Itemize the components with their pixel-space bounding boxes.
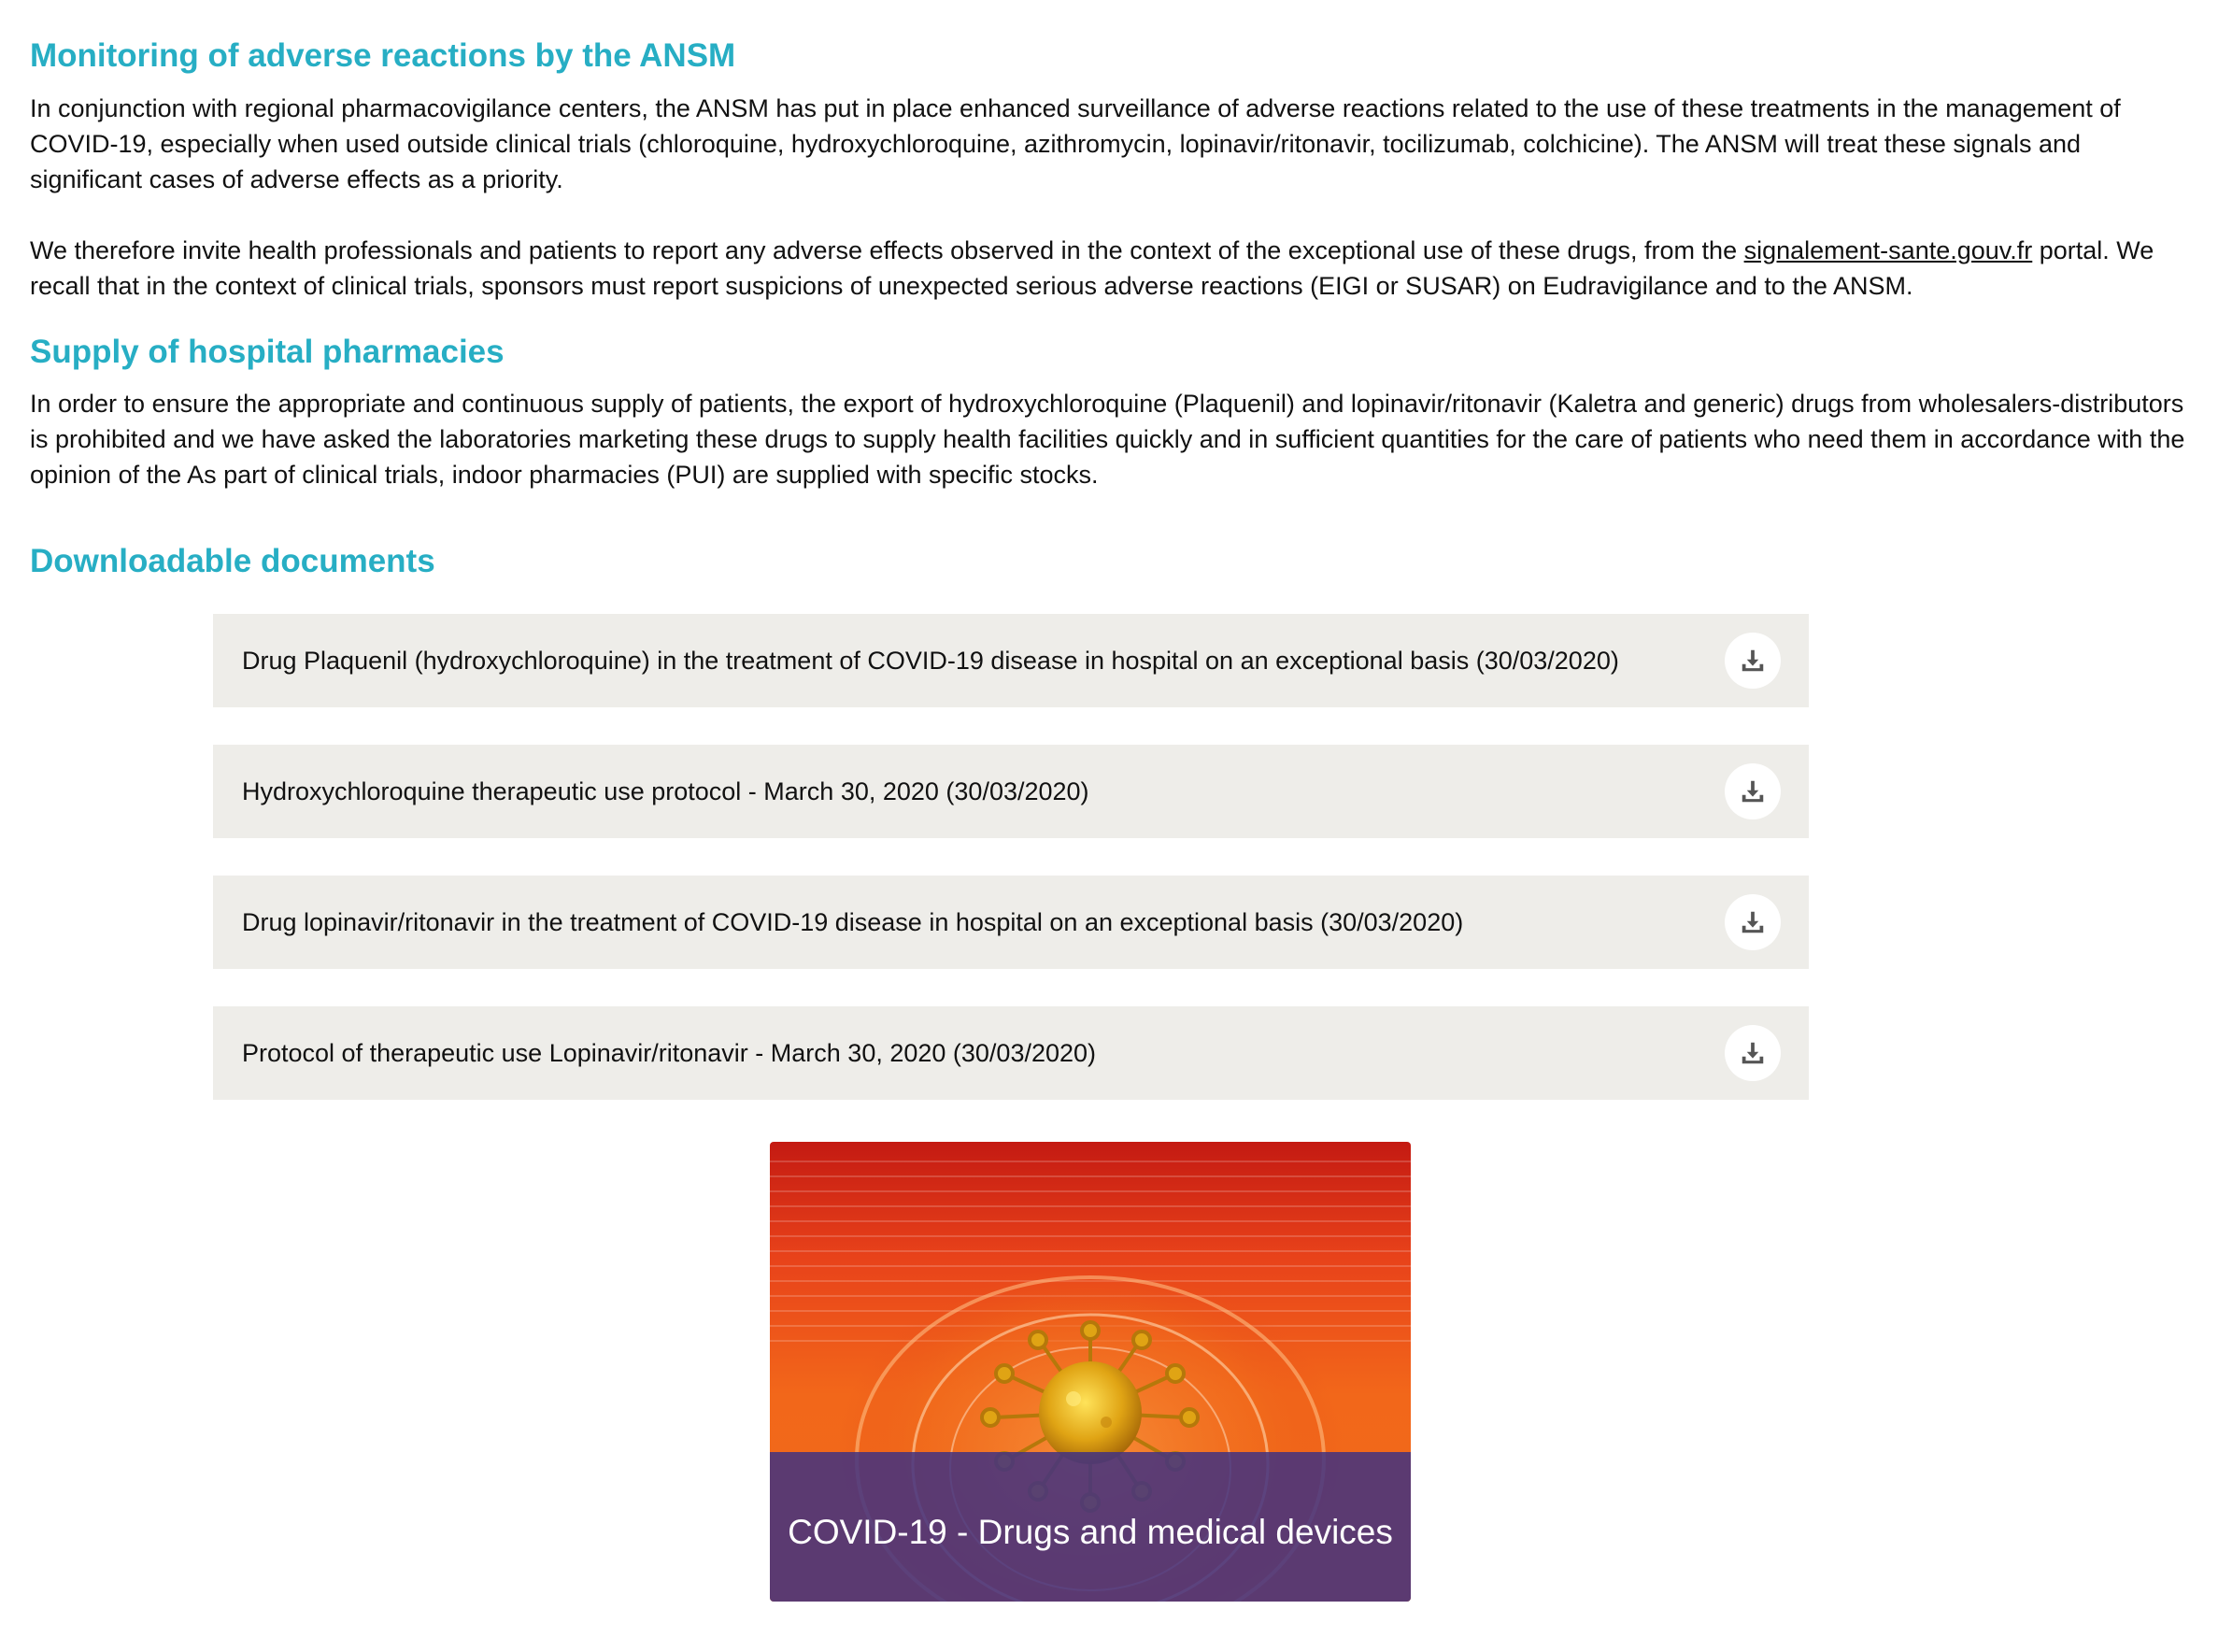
covid-drugs-banner[interactable]: [770, 1142, 1411, 1602]
paragraph-monitoring-2-end: portal. We recall that in the context of clinical trials, sponsors must report suspicions of unexpected serious adverse reactions (EIGI or SUSAR) on Eudravigilance and to the ANSM.: [30, 236, 2154, 300]
download-button[interactable]: [1725, 894, 1781, 950]
document-label: Drug lopinavir/ritonavir in the treatment of COVID-19 disease in hospital on an exceptional basis (30/03/2020): [242, 908, 1464, 936]
heading-monitoring: Monitoring of adverse reactions by the ANSM: [30, 37, 736, 74]
paragraph-monitoring-2: [30, 233, 2197, 304]
paragraph-supply: In order to ensure the appropriate and continuous supply of patients, the export of hydroxychloroquine (Plaquenil) and lopinavir/ritonavir (Kaletra and generic) drugs from wholesalers-distributors is prohibited and we have asked the laboratories marketing these drugs to supply health facilities quickly and in sufficient quantities for the care of patients who need them in accordance with the opinion of the As part of clinical trials, indoor pharmacies (PUI) are supplied with specific stocks.: [30, 390, 2185, 489]
heading-supply: Supply of hospital pharmacies: [30, 334, 505, 370]
banner-caption-text: COVID-19 - Drugs and medical devices: [788, 1513, 1393, 1551]
download-button[interactable]: [1725, 763, 1781, 819]
document-item-1[interactable]: [213, 614, 1809, 707]
document-label: Hydroxychloroquine therapeutic use protocol - March 30, 2020 (30/03/2020): [242, 777, 1089, 805]
paragraph-monitoring-1: In conjunction with regional pharmacovigilance centers, the ANSM has put in place enhanced surveillance of adverse reactions related to the use of these treatments in the management of COVID-19, especially when used outside clinical trials (chloroquine, hydroxychloroquine, azithromycin, lopinavir/ritonavir, tocilizumab, colchicine). The ANSM will treat these signals and significant cases of adverse effects as a priority.: [30, 94, 2121, 193]
download-icon: [1739, 777, 1767, 805]
document-item-3[interactable]: [213, 876, 1809, 969]
document-label: Drug Plaquenil (hydroxychloroquine) in the treatment of COVID-19 disease in hospital on an exceptional basis (30/03/2020): [242, 647, 1619, 675]
download-icon: [1739, 1039, 1767, 1067]
signalement-sante-link[interactable]: signalement-sante.gouv.fr: [1743, 236, 2033, 264]
document-item-4[interactable]: [213, 1006, 1809, 1100]
download-button[interactable]: [1725, 633, 1781, 689]
document-label: Protocol of therapeutic use Lopinavir/ritonavir - March 30, 2020 (30/03/2020): [242, 1039, 1097, 1067]
document-item-2[interactable]: [213, 745, 1809, 838]
download-button[interactable]: [1725, 1025, 1781, 1081]
download-icon: [1739, 647, 1767, 675]
heading-downloadable-documents: Downloadable documents: [30, 543, 435, 579]
paragraph-monitoring-2-start: We therefore invite health professionals and patients to report any adverse effects observed in the context of the exceptional use of these drugs, from the: [30, 236, 1744, 264]
download-icon: [1739, 908, 1767, 936]
document-list: [213, 614, 1809, 1137]
banner-caption: [770, 1452, 1411, 1602]
